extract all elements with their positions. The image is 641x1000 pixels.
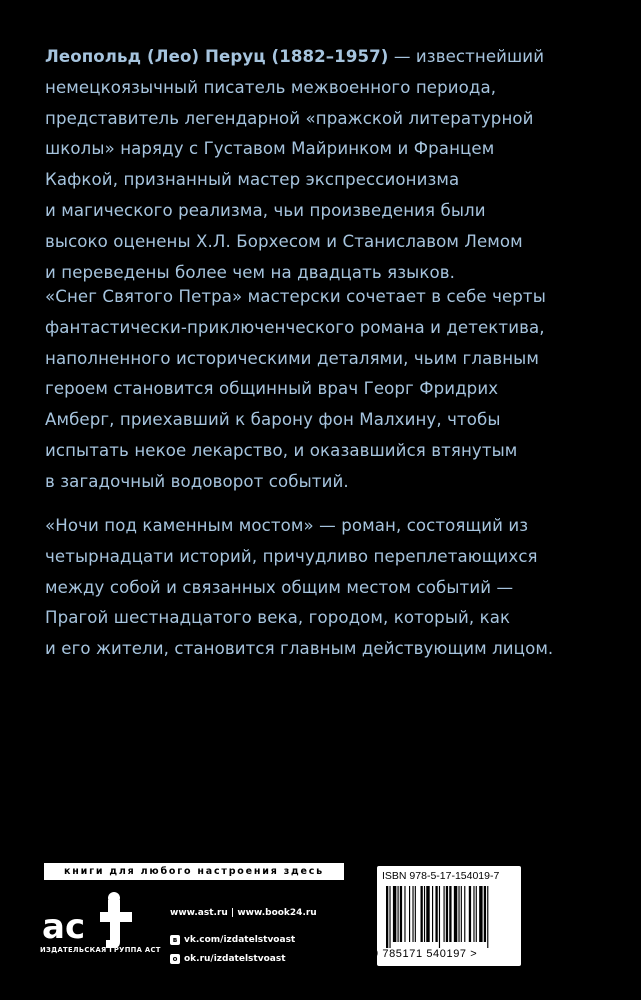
logo-figure-icon	[100, 900, 132, 948]
paragraph-line: школы» наряду с Густавом Майринком и Францем	[45, 139, 495, 159]
barcode-bar	[454, 886, 457, 942]
vk-row	[170, 932, 317, 947]
barcode-bar	[446, 886, 448, 942]
paragraph-line: фантастически-приключенческого романа и детектива,	[45, 317, 545, 337]
barcode-bar	[424, 886, 425, 942]
paragraph-line: представитель легендарной «пражской литературной	[45, 108, 534, 128]
barcode-bar	[432, 886, 433, 942]
paragraph-line: Кафкой, признанный мастер экспрессионизма	[45, 170, 460, 190]
barcode-bar	[484, 886, 486, 942]
barcode-bar	[389, 886, 390, 948]
publisher-links	[170, 905, 317, 970]
paragraph-line: наполненного историческими деталями, чьим главным	[45, 348, 540, 368]
paragraph-line: между собой и связанных общим местом событий —	[45, 577, 514, 597]
barcode-bar	[404, 886, 405, 942]
barcode-bar	[426, 886, 429, 942]
ok-link[interactable]: ok.ru/izdatelstvoast	[184, 953, 286, 964]
vk-link[interactable]: vk.com/izdatelstvoast	[184, 934, 296, 945]
barcode-bar	[400, 886, 402, 942]
barcode-bar	[412, 886, 413, 942]
barcode-bar	[464, 886, 465, 942]
paragraph-line: Амберг, приехавший к барону фон Малхину, чтобы	[45, 410, 501, 430]
paragraph-line: и магического реализма, чьи произведения были	[45, 200, 486, 220]
paragraph-line: героем становится общинный врач Георг Фридрих	[45, 379, 499, 399]
logo-head-shape	[108, 892, 120, 904]
barcode-bar	[421, 886, 423, 942]
websites-row	[170, 905, 317, 920]
paragraph-line: четырнадцати историй, причудливо переплетающихся	[45, 546, 538, 566]
barcode-graphic	[380, 886, 516, 948]
barcode-bar	[409, 886, 410, 942]
websites-link[interactable]: www.ast.ru | www.book24.ru	[170, 907, 317, 918]
paragraph-line: и переведены более чем на двадцать языков.	[45, 262, 455, 282]
barcode-bar	[444, 886, 445, 942]
barcode-bar	[449, 886, 451, 942]
barcode-bar	[415, 886, 416, 942]
barcode-bar	[386, 886, 388, 948]
barcode-bar	[469, 886, 471, 942]
tagline-banner: книги для любого настроения здесь	[44, 863, 344, 880]
isbn-number: ISBN 978-5-17-154019-7	[382, 870, 500, 882]
barcode-bar	[458, 886, 459, 942]
author-name: Леопольд (Лео) Перуц (1882–1957)	[45, 47, 389, 66]
paragraph-line: и его жители, становится главным действующим лицом.	[45, 639, 554, 659]
barcode-bar	[439, 886, 440, 948]
first-novel-paragraph	[45, 282, 605, 498]
publisher-caption: ИЗДАТЕЛЬСКАЯ ГРУППА АСТ	[40, 946, 161, 954]
barcode-bar	[473, 886, 474, 942]
paragraph-line: высоко оценены Х.Л. Борхесом и Станиславом Лемом	[45, 231, 523, 251]
vk-icon: в	[170, 935, 180, 945]
paragraph-line: испытать некое лекарство, и оказавшийся втянутым	[45, 440, 518, 460]
barcode-bar	[461, 886, 462, 942]
barcode-bar	[435, 886, 437, 942]
barcode-bar	[476, 886, 477, 942]
paragraph-text: — известнейший	[388, 47, 545, 66]
logo-letters: ac	[42, 907, 86, 947]
paragraph-line: немецкоязычный писатель межвоенного периода,	[45, 77, 497, 97]
barcode-digits: 9 785171 540197 >	[372, 948, 478, 960]
paragraph-line: Прагой шестнадцатого века, городом, который, как	[45, 608, 511, 628]
ok-icon: о	[170, 954, 180, 964]
barcode-bar	[393, 886, 396, 942]
author-paragraph	[45, 42, 605, 288]
paragraph-line: в загадочный водоворот событий.	[45, 471, 349, 491]
paragraph-line: «Снег Святого Петра» мастерски сочетает в себе черты	[45, 287, 546, 306]
ok-row	[170, 951, 317, 966]
barcode-bar	[479, 886, 482, 942]
paragraph-line: «Ночи под каменным мостом» — роман, состоящий из	[45, 516, 529, 535]
paragraph-line	[45, 42, 605, 73]
barcode-bar	[487, 886, 488, 948]
second-novel-paragraph	[45, 511, 605, 665]
barcode-bar	[398, 886, 399, 942]
